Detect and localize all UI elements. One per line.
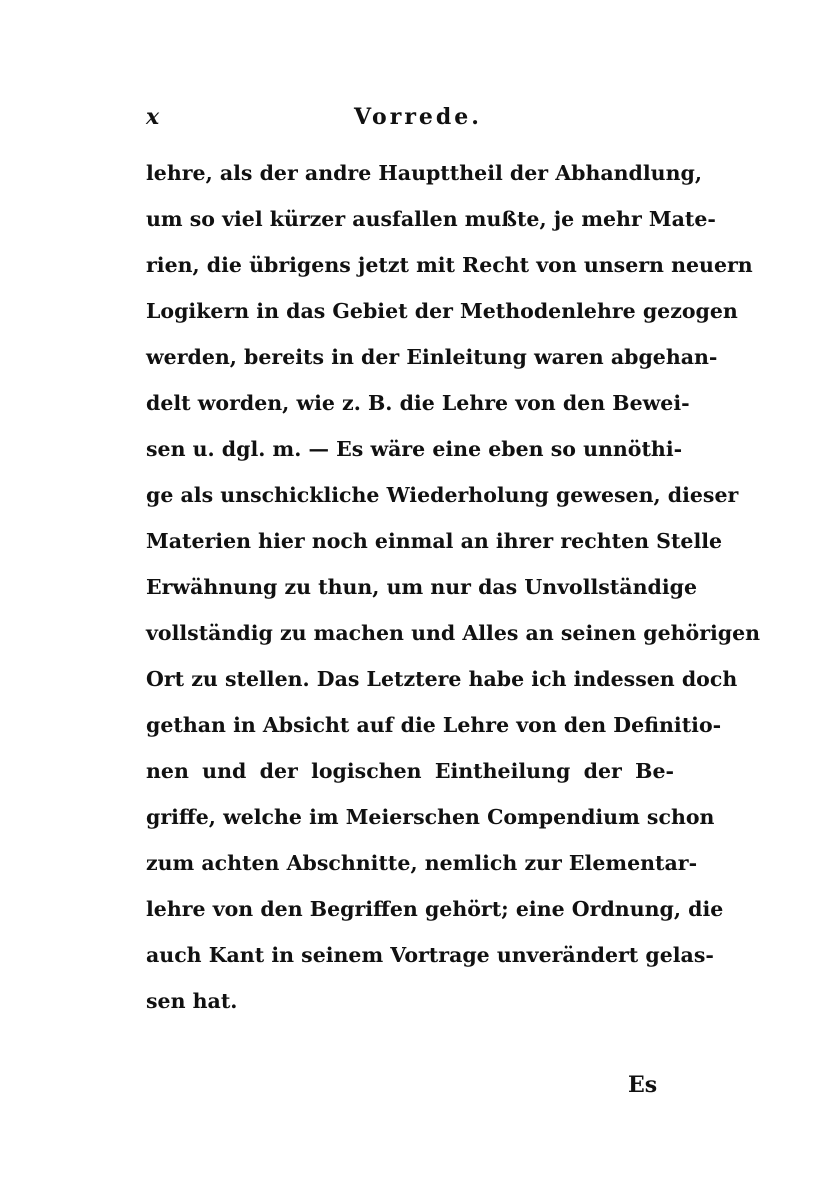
body-text <box>146 150 761 1024</box>
text-line: lehre von den Begriffen gehört; eine Ordnung, die <box>146 897 724 921</box>
text-line: sen hat. <box>146 989 238 1013</box>
text-line: Erwähnung zu thun, um nur das Unvollständige <box>146 575 697 599</box>
text-line: vollständig zu machen und Alles an seinen gehörigen <box>146 621 761 645</box>
text-line: Logikern in das Gebiet der Methodenlehre gezogen <box>146 299 738 323</box>
text-line: Materien hier noch einmal an ihrer rechten Stelle <box>146 529 723 553</box>
text-line: rien, die übrigens jetzt mit Recht von unsern neuern <box>146 253 753 277</box>
text-line: um so viel kürzer ausfallen mußte, je mehr Mate- <box>146 207 716 231</box>
text-line: sen u. dgl. m. — Es wäre eine eben so unnöthi- <box>146 437 683 461</box>
text-line: zum achten Abschnitte, nemlich zur Elementar- <box>146 851 698 875</box>
text-line: werden, bereits in der Einleitung waren abgehan- <box>146 345 718 369</box>
text-line: auch Kant in seinem Vortrage unverändert gelas- <box>146 943 714 967</box>
text-line: lehre, als der andre Haupttheil der Abhandlung, <box>146 161 702 185</box>
text-line: Ort zu stellen. Das Letztere habe ich indessen doch <box>146 667 738 691</box>
text-line: ge als unschickliche Wiederholung gewesen, dieser <box>146 483 739 507</box>
text-line: griffe, welche im Meierschen Compendium schon <box>146 805 715 829</box>
catchword: Es <box>628 1072 658 1098</box>
text-line: delt worden, wie z. B. die Lehre von den Bewei- <box>146 391 690 415</box>
text-line: nen und der logischen Eintheilung der Be- <box>146 759 674 783</box>
text-line: gethan in Absicht auf die Lehre von den Definitio- <box>146 713 722 737</box>
running-head <box>146 104 686 138</box>
page-number: x <box>146 104 160 130</box>
running-title: Vorrede. <box>354 104 482 130</box>
